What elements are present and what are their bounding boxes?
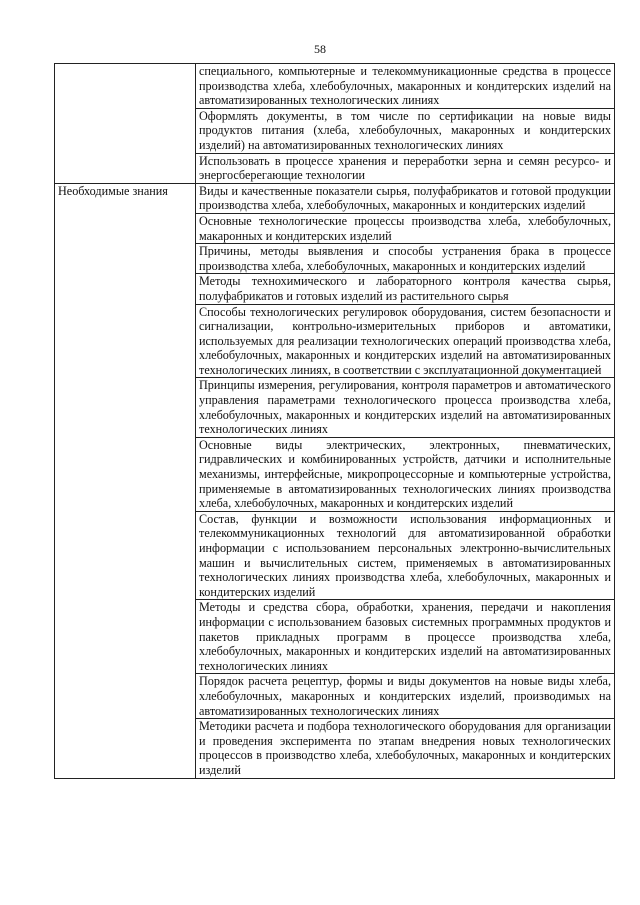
table-cell-text: Принципы измерения, регулирования, контроля параметров и автоматического управления параметрами технологического процесса производства хлеба, хлебобулочных, макаронных и кондитерских изделий на автоматизированных технологических линиях <box>196 378 615 437</box>
table-cell-text: Основные технологические процессы производства хлеба, хлебобулочных, макаронных и кондитерских изделий <box>196 213 615 243</box>
table-row <box>55 183 615 213</box>
section-label-required-knowledge: Необходимые знания <box>55 183 196 778</box>
table-cell-text: Методики расчета и подбора технологического оборудования для организации и проведения эксперимента по этапам внедрения новых технологических процессов в производство хлеба, хлебобулочных, макаронных и кондитерских изделий <box>196 719 615 778</box>
table-left-cell-empty <box>55 64 196 184</box>
table-cell-text: специального, компьютерные и телекоммуникационные средства в процессе производства хлеба, хлебобулочных, макаронных и кондитерских изделий на автоматизированных технологических линиях <box>196 64 615 109</box>
table-row <box>55 64 615 109</box>
table-cell-text: Способы технологических регулировок оборудования, систем безопасности и сигнализации, контрольно-измерительных приборов и автоматики, используемых для реализации технологических операций производства хлеба, хлебобулочных, макаронных и кондитерских изделий на автоматизированных технологических линиях, в соответствии с эксплуатационной документацией <box>196 304 615 378</box>
table-cell-text: Методы и средства сбора, обработки, хранения, передачи и накопления информации с использованием базовых системных программных продуктов и пакетов прикладных программ в процессе производства хлеба, хлебобулочных, макаронных и кондитерских изделий на автоматизированных технологических линиях <box>196 600 615 674</box>
table-cell-text: Использовать в процессе хранения и переработки зерна и семян ресурсо- и энергосберегающие технологии <box>196 153 615 183</box>
table-cell-text: Оформлять документы, в том числе по сертификации на новые виды продуктов питания (хлеба, хлебобулочных, макаронных и кондитерских изделий) на автоматизированных технологических линиях <box>196 108 615 153</box>
table-cell-text: Порядок расчета рецептур, формы и виды документов на новые виды хлеба, хлебобулочных, макаронных и кондитерских изделий, производимых на автоматизированных технологических линиях <box>196 674 615 719</box>
requirements-table <box>54 63 615 779</box>
table-cell-text: Состав, функции и возможности использования информационных и телекоммуникационных технологий для автоматизированной обработки информации с использованием персональных электронно-вычислительных машин и вычислительных систем, применяемых в автоматизированных технологических линиях производства хлеба, хлебобулочных, макаронных и кондитерских изделий <box>196 511 615 600</box>
table-cell-text: Методы технохимического и лабораторного контроля качества сырья, полуфабрикатов и готовых изделий из растительного сырья <box>196 274 615 304</box>
table-cell-text: Основные виды электрических, электронных, пневматических, гидравлических и комбинированных устройств, датчики и исполнительные механизмы, интерфейсные, микропроцессорные и компьютерные устройства, применяемые в автоматизированных технологических линиях производства хлеба, хлебобулочных, макаронных и кондитерских изделий <box>196 437 615 511</box>
page-number: 58 <box>314 42 326 56</box>
table-cell-text: Виды и качественные показатели сырья, полуфабрикатов и готовой продукции производства хлеба, хлебобулочных, макаронных и кондитерских изделий <box>196 183 615 213</box>
table-cell-text: Причины, методы выявления и способы устранения брака в процессе производства хлеба, хлебобулочных, макаронных и кондитерских изделий <box>196 244 615 274</box>
